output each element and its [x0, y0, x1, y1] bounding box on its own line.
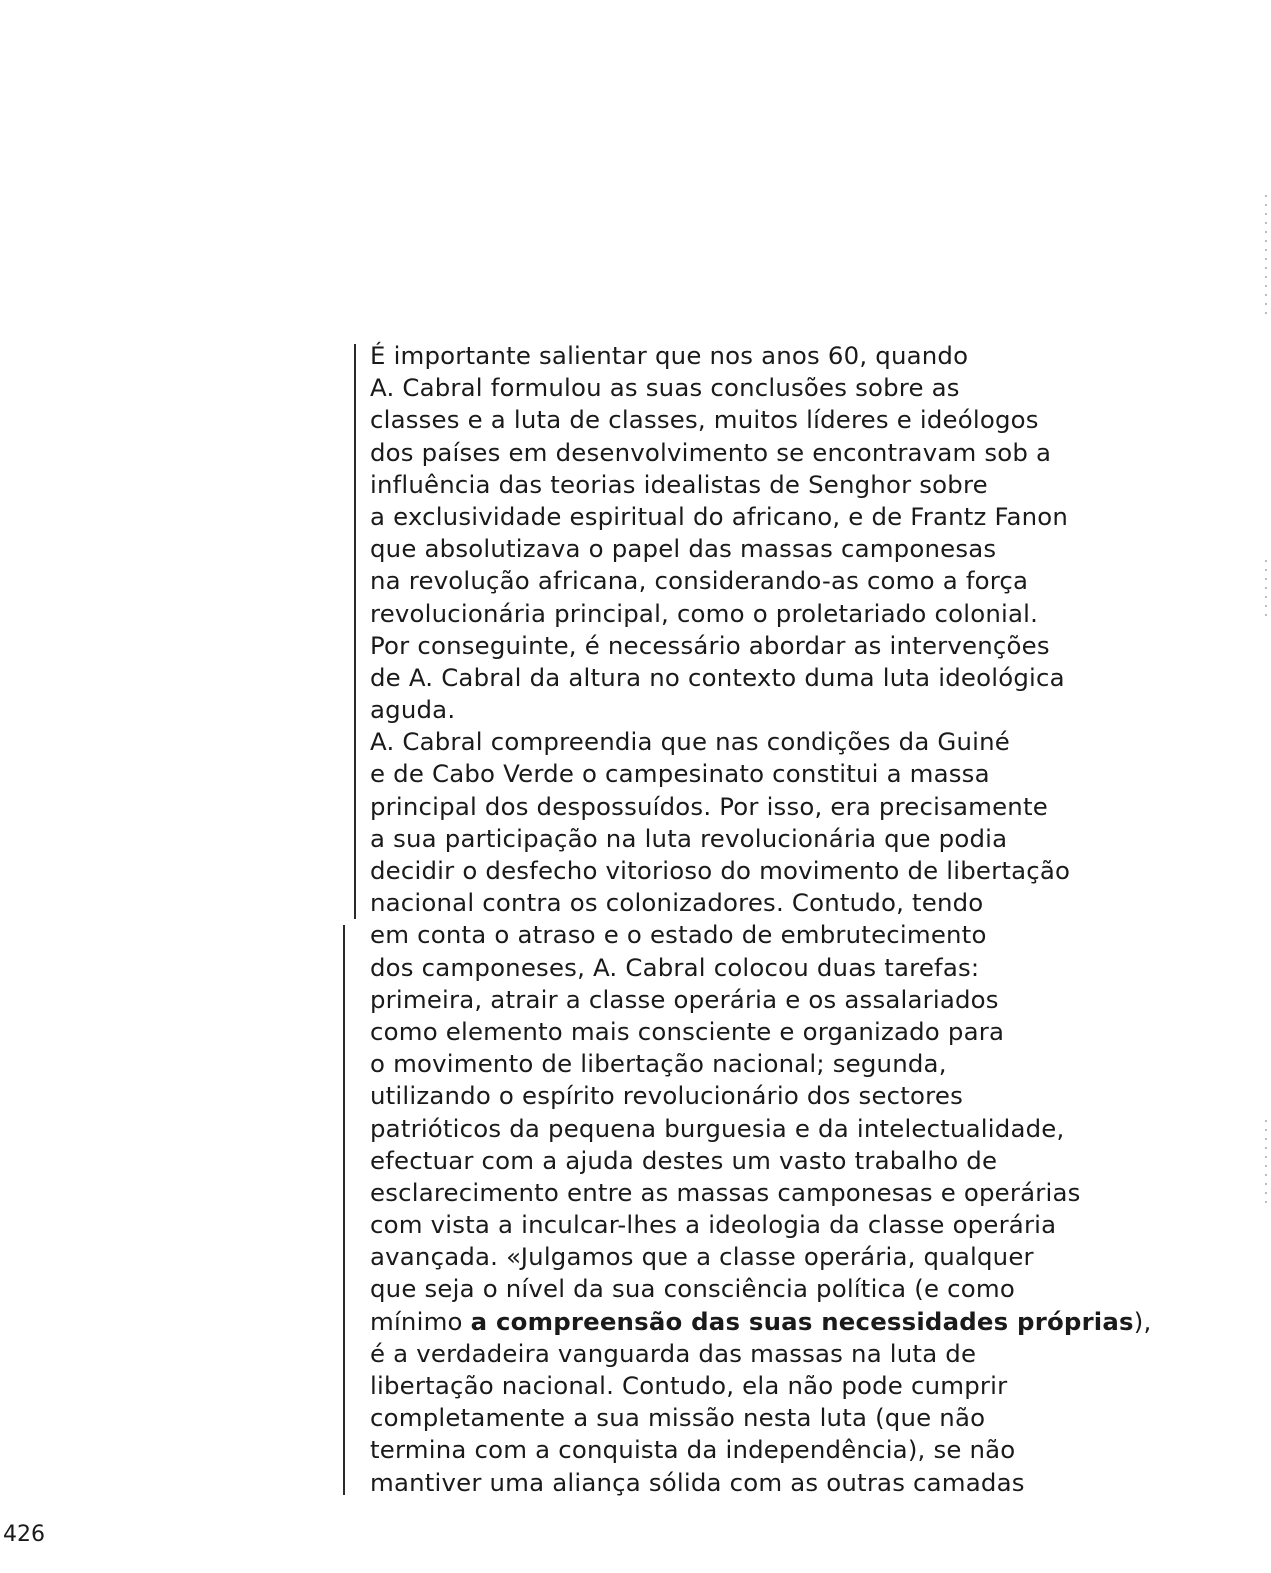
- emphasis-prefix: mínimo: [370, 1306, 471, 1336]
- text-line: em conta o atraso e o estado de embrutecimento: [370, 920, 987, 950]
- text-line: decidir o desfecho vitorioso do movimento de libertação: [370, 856, 1071, 885]
- page-number: 426: [3, 1522, 45, 1547]
- text-line: de A. Cabral da altura no contexto duma luta ideológica: [370, 662, 1065, 692]
- text-line: utilizando o espírito revolucionário dos sectores: [370, 1081, 963, 1111]
- text-line: e de Cabo Verde o campesinato constitui a massa: [370, 759, 990, 789]
- emphasis-line: [370, 1306, 1200, 1338]
- text-line: A. Cabral compreendia que nas condições da Guiné: [370, 727, 1011, 757]
- text-line: que seja o nível da sua consciência política (e como: [370, 1274, 1015, 1304]
- body-text: [370, 340, 1200, 1499]
- margin-rule-lower: [343, 925, 345, 1495]
- text-line: primeira, atrair a classe operária e os assalariados: [370, 984, 999, 1014]
- text-line: como elemento mais consciente e organizado para: [370, 1016, 1005, 1046]
- text-line: libertação nacional. Contudo, ela não pode cumprir: [370, 1371, 1008, 1400]
- text-line: esclarecimento entre as massas camponesas e operárias: [370, 1177, 1081, 1207]
- text-line: patrióticos da pequena burguesia e da intelectualidade,: [370, 1113, 1065, 1143]
- text-line: com vista a inculcar-lhes a ideologia da classe operária: [370, 1210, 1057, 1240]
- text-line: a sua participação na luta revolucionária que podia: [370, 823, 1008, 853]
- text-line: dos camponeses, A. Cabral colocou duas tarefas:: [370, 952, 980, 982]
- paragraph-1: [370, 340, 1200, 726]
- text-line: aguda.: [370, 695, 456, 725]
- text-line: a exclusividade espiritual do africano, e de Frantz Fanon: [370, 501, 1069, 531]
- emphasis-suffix: ),: [1133, 1306, 1152, 1336]
- text-line: avançada. «Julgamos que a classe operária, qualquer: [370, 1242, 1034, 1272]
- text-line: classes e a luta de classes, muitos líderes e ideólogos: [370, 405, 1039, 435]
- text-line: mantiver uma aliança sólida com as outras camadas: [370, 1467, 1025, 1497]
- text-line: termina com a conquista da independência), se não: [370, 1435, 1016, 1465]
- text-line: nacional contra os colonizadores. Contudo, tendo: [370, 888, 984, 918]
- text-line: que absolutizava o papel das massas camponesas: [370, 534, 997, 564]
- emphasis-bold-text: a compreensão das suas necessidades próprias: [470, 1306, 1134, 1336]
- text-line: É importante salientar que nos anos 60, quando: [370, 341, 969, 370]
- scan-edge-marks: [1265, 195, 1267, 315]
- scan-edge-marks: [1265, 560, 1267, 620]
- text-line: efectuar com a ajuda destes um vasto trabalho de: [370, 1145, 998, 1175]
- text-line: Por conseguinte, é necessário abordar as intervenções: [370, 630, 1050, 660]
- text-line: é a verdadeira vanguarda das massas na luta de: [370, 1338, 977, 1368]
- scan-edge-marks: [1265, 1120, 1267, 1210]
- text-line: influência das teorias idealistas de Senghor sobre: [370, 469, 988, 499]
- text-line: A. Cabral formulou as suas conclusões sobre as: [370, 373, 960, 403]
- text-line: o movimento de libertação nacional; segunda,: [370, 1049, 947, 1079]
- text-line: na revolução africana, considerando-as como a força: [370, 566, 1029, 596]
- text-line: principal dos despossuídos. Por isso, era precisamente: [370, 791, 1048, 821]
- text-line: revolucionária principal, como o proletariado colonial.: [370, 598, 1039, 628]
- text-line: dos países em desenvolvimento se encontravam sob a: [370, 437, 1052, 467]
- text-line: completamente a sua missão nesta luta (que não: [370, 1403, 986, 1433]
- margin-rule-upper: [354, 344, 356, 919]
- paragraph-2: [370, 726, 1200, 1499]
